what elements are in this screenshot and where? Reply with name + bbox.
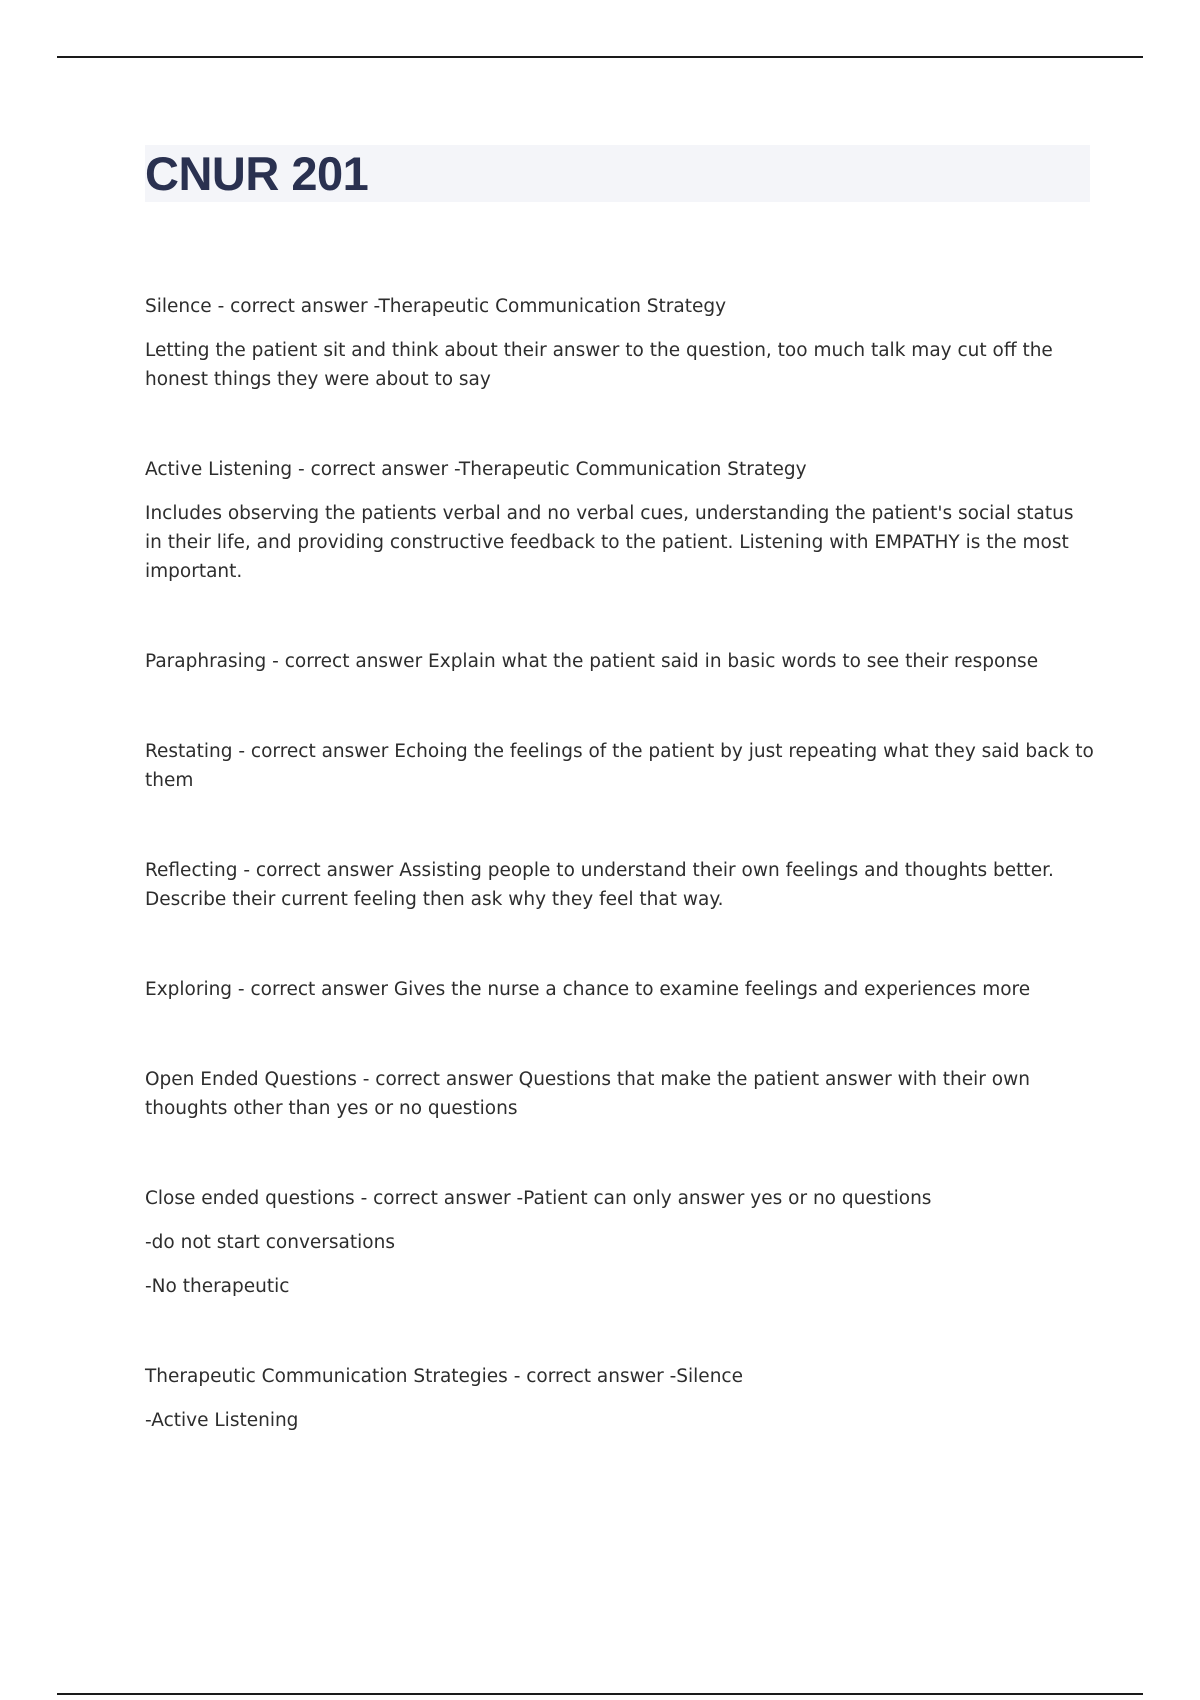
entry-question: Reflecting - correct answer Assisting people to understand their own feelings and thoughts better. Describe their current feeling then ask why they feel that way. (145, 860, 1054, 910)
entry-question: Exploring - correct answer Gives the nurse a chance to examine feelings and experiences more (145, 979, 1031, 1000)
entry-open-ended-questions (145, 1065, 1095, 1123)
entry-silence (145, 292, 1095, 394)
entry-restating (145, 737, 1095, 795)
entry-question: Therapeutic Communication Strategies - correct answer -Silence (145, 1366, 743, 1387)
entry-answer-line: -No therapeutic (145, 1276, 290, 1297)
entry-therapeutic-strategies (145, 1362, 1095, 1435)
entry-reflecting (145, 856, 1095, 914)
entry-paraphrasing (145, 647, 1095, 676)
top-rule (57, 56, 1143, 58)
document-content (145, 292, 1095, 1496)
entry-question: Open Ended Questions - correct answer Questions that make the patient answer with their own thoughts other than yes or no questions (145, 1069, 1030, 1119)
entry-answer: Letting the patient sit and think about their answer to the question, too much talk may cut off the honest things they were about to say (145, 340, 1053, 390)
entry-exploring (145, 975, 1095, 1004)
entry-question: Active Listening - correct answer -Therapeutic Communication Strategy (145, 459, 807, 480)
entry-active-listening (145, 455, 1095, 586)
entry-question: Close ended questions - correct answer -Patient can only answer yes or no questions (145, 1188, 932, 1209)
entry-question: Paraphrasing - correct answer Explain what the patient said in basic words to see their response (145, 651, 1039, 672)
bottom-rule (57, 1693, 1143, 1695)
entry-close-ended-questions (145, 1184, 1095, 1301)
entry-answer-line: -Active Listening (145, 1410, 299, 1431)
page-title: CNUR 201 (145, 147, 369, 200)
entry-answer: Includes observing the patients verbal and no verbal cues, understanding the patient's social status in their life, and providing constructive feedback to the patient. Listening with EMPATHY is the most important. (145, 503, 1074, 582)
entry-question: Silence - correct answer -Therapeutic Communication Strategy (145, 296, 727, 317)
entry-question: Restating - correct answer Echoing the feelings of the patient by just repeating what they said back to them (145, 741, 1094, 791)
entry-answer-line: -do not start conversations (145, 1232, 395, 1253)
